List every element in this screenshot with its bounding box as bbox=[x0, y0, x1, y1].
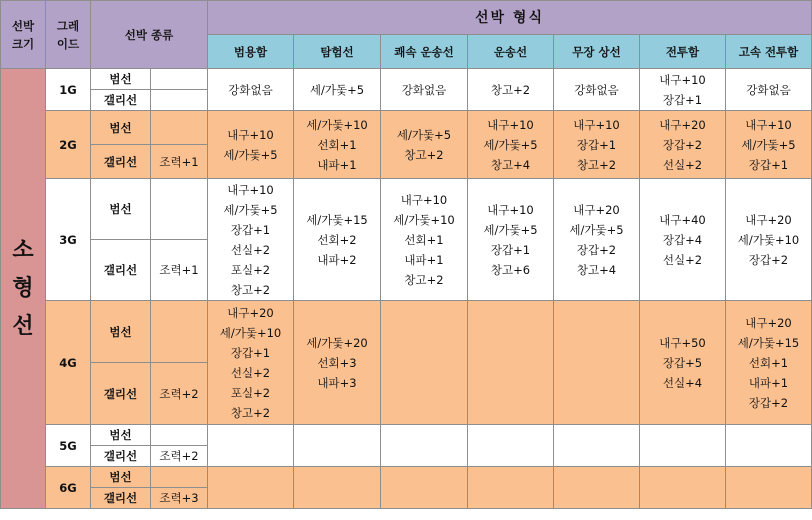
extra-cell: 조력+1 bbox=[151, 145, 208, 179]
stat-cell bbox=[726, 69, 812, 111]
stat-cell bbox=[726, 111, 812, 179]
stat-line: 내구+10 bbox=[573, 117, 620, 132]
stat-cell bbox=[726, 301, 812, 425]
form-header: 쾌속 운송선 bbox=[381, 35, 468, 69]
header-ship-kind: 선박 종류 bbox=[91, 1, 208, 69]
stat-line: 장갑+1 bbox=[662, 92, 703, 107]
stat-line: 세/가돛+15 bbox=[737, 335, 800, 350]
header-grade bbox=[46, 1, 91, 69]
stat-line: 세/가돛+15 bbox=[306, 212, 368, 227]
stat-line: 장갑+1 bbox=[748, 157, 789, 172]
stat-line: 세/가돛+10 bbox=[306, 117, 368, 132]
stat-line: 세/가돛+10 bbox=[737, 232, 800, 247]
stat-cell bbox=[294, 179, 381, 301]
stat-cell bbox=[640, 111, 726, 179]
stat-line: 선회+2 bbox=[317, 232, 357, 247]
stat-line: 장갑+2 bbox=[662, 137, 703, 152]
stat-cell bbox=[640, 179, 726, 301]
stat-cell bbox=[294, 111, 381, 179]
stat-cell bbox=[208, 467, 294, 509]
stat-line: 내구+20 bbox=[745, 212, 792, 227]
stat-cell bbox=[294, 425, 381, 467]
stat-line: 세/가돛+5 bbox=[223, 202, 278, 217]
ship-type-galley: 갤리선 bbox=[91, 90, 151, 111]
stat-line: 세/가돛+10 bbox=[219, 325, 282, 340]
stat-line: 세/가돛+5 bbox=[741, 137, 796, 152]
stat-cell bbox=[468, 301, 554, 425]
stat-line: 세/가돛+20 bbox=[306, 335, 368, 350]
stat-cell bbox=[468, 425, 554, 467]
stat-line: 장갑+1 bbox=[576, 137, 617, 152]
side-label-small-ship bbox=[1, 69, 46, 509]
stat-cell bbox=[554, 425, 640, 467]
stat-line: 장갑+2 bbox=[576, 242, 617, 257]
stat-cell bbox=[381, 301, 468, 425]
header-ship-form: 선박 형식 bbox=[208, 1, 812, 35]
stat-line: 선실+2 bbox=[230, 242, 271, 257]
extra-cell bbox=[151, 90, 208, 111]
stat-line: 내구+20 bbox=[745, 315, 792, 330]
stat-line: 강화없음 bbox=[228, 82, 273, 97]
ship-type-galley: 갤리선 bbox=[91, 488, 151, 509]
stat-line: 창고+6 bbox=[490, 262, 531, 277]
stat-cell bbox=[294, 467, 381, 509]
stat-cell bbox=[208, 301, 294, 425]
stat-line: 세/가돛+10 bbox=[393, 212, 455, 227]
stat-line: 장갑+1 bbox=[490, 242, 531, 257]
stat-line: 내구+20 bbox=[227, 305, 274, 320]
stat-line: 강화없음 bbox=[401, 82, 447, 97]
stat-cell bbox=[208, 111, 294, 179]
stat-line: 세/가돛+5 bbox=[396, 127, 452, 142]
stat-line: 선실+4 bbox=[662, 375, 703, 390]
stat-line: 선회+3 bbox=[317, 355, 357, 370]
stat-cell bbox=[208, 69, 294, 111]
stat-line: 포실+2 bbox=[230, 385, 271, 400]
stat-cell bbox=[726, 425, 812, 467]
stat-line: 장갑+2 bbox=[748, 395, 789, 410]
stat-line: 세/가돛+5 bbox=[483, 222, 538, 237]
stat-line: 내구+10 bbox=[227, 127, 274, 142]
stat-line: 내구+10 bbox=[659, 72, 706, 87]
ship-type-galley: 갤리선 bbox=[91, 240, 151, 301]
stat-cell bbox=[554, 111, 640, 179]
ship-type-galley: 갤리선 bbox=[91, 145, 151, 179]
stat-line: 선실+2 bbox=[662, 252, 703, 267]
extra-cell bbox=[151, 69, 208, 90]
grade-cell: 5G bbox=[46, 425, 91, 467]
stat-line: 선회+1 bbox=[317, 137, 357, 152]
stat-cell bbox=[554, 69, 640, 111]
stat-cell bbox=[381, 179, 468, 301]
header-ship-size bbox=[1, 1, 46, 69]
stat-line: 창고+2 bbox=[230, 282, 271, 297]
ship-type-sail: 범선 bbox=[91, 179, 151, 240]
extra-cell bbox=[151, 179, 208, 240]
ship-type-galley: 갤리선 bbox=[91, 446, 151, 467]
stat-line: 장갑+1 bbox=[230, 345, 271, 360]
stat-line: 장갑+2 bbox=[748, 252, 789, 267]
stat-cell bbox=[554, 301, 640, 425]
stat-line: 내구+10 bbox=[400, 192, 448, 207]
stat-cell bbox=[468, 179, 554, 301]
stat-cell bbox=[294, 69, 381, 111]
ship-type-sail: 범선 bbox=[91, 425, 151, 446]
stat-line: 내파+1 bbox=[317, 157, 357, 172]
stat-cell bbox=[726, 467, 812, 509]
ship-type-sail: 범선 bbox=[91, 467, 151, 488]
stat-line: 내구+20 bbox=[573, 202, 620, 217]
stat-cell bbox=[554, 179, 640, 301]
extra-cell bbox=[151, 111, 208, 145]
header-grade-text: 그레 이드 bbox=[56, 18, 80, 51]
stat-cell bbox=[468, 467, 554, 509]
form-header: 탐험선 bbox=[294, 35, 381, 69]
stat-cell bbox=[468, 111, 554, 179]
stat-line: 내구+40 bbox=[659, 212, 706, 227]
stat-line: 내구+10 bbox=[487, 202, 534, 217]
stat-line: 세/가돛+5 bbox=[569, 222, 624, 237]
stat-line: 강화없음 bbox=[746, 82, 791, 97]
grade-cell: 1G bbox=[46, 69, 91, 111]
stat-cell bbox=[640, 467, 726, 509]
stat-cell bbox=[381, 69, 468, 111]
form-header: 전투함 bbox=[640, 35, 726, 69]
stat-line: 세/가돛+5 bbox=[483, 137, 538, 152]
side-label-char: 선 bbox=[12, 313, 34, 339]
form-header: 범용함 bbox=[208, 35, 294, 69]
stat-cell bbox=[381, 467, 468, 509]
stat-line: 내구+10 bbox=[745, 117, 792, 132]
stat-line: 선회+1 bbox=[748, 355, 789, 370]
stat-line: 장갑+4 bbox=[662, 232, 703, 247]
stat-line: 내구+50 bbox=[659, 335, 706, 350]
stat-cell bbox=[208, 425, 294, 467]
extra-cell bbox=[151, 301, 208, 363]
stat-line: 장갑+1 bbox=[230, 222, 271, 237]
stat-line: 내구+10 bbox=[487, 117, 534, 132]
extra-cell: 조력+3 bbox=[151, 488, 208, 509]
stat-line: 창고+2 bbox=[490, 82, 531, 97]
stat-line: 선실+2 bbox=[230, 365, 271, 380]
form-header: 고속 전투함 bbox=[726, 35, 812, 69]
stat-line: 창고+4 bbox=[576, 262, 617, 277]
stat-cell bbox=[726, 179, 812, 301]
stat-line: 선회+1 bbox=[404, 232, 444, 247]
stat-line: 선실+2 bbox=[662, 157, 703, 172]
extra-cell: 조력+2 bbox=[151, 446, 208, 467]
stat-line: 창고+2 bbox=[576, 157, 617, 172]
stat-line: 장갑+5 bbox=[662, 355, 703, 370]
stat-cell bbox=[640, 425, 726, 467]
ship-type-sail: 범선 bbox=[91, 301, 151, 363]
stat-line: 내구+20 bbox=[659, 117, 706, 132]
grade-cell: 4G bbox=[46, 301, 91, 425]
grade-cell: 6G bbox=[46, 467, 91, 509]
stat-line: 창고+4 bbox=[490, 157, 531, 172]
stat-line: 내파+1 bbox=[748, 375, 789, 390]
form-header: 운송선 bbox=[468, 35, 554, 69]
stat-line: 포실+2 bbox=[230, 262, 271, 277]
ship-type-sail: 범선 bbox=[91, 69, 151, 90]
form-header: 무장 상선 bbox=[554, 35, 640, 69]
side-label-char: 형 bbox=[12, 275, 34, 301]
stat-cell bbox=[640, 301, 726, 425]
side-label-char: 소 bbox=[12, 237, 34, 263]
stat-line: 창고+2 bbox=[404, 147, 444, 162]
ship-type-galley: 갤리선 bbox=[91, 363, 151, 425]
extra-cell bbox=[151, 467, 208, 488]
stat-line: 세/가돛+5 bbox=[309, 82, 365, 97]
stat-cell bbox=[381, 111, 468, 179]
stat-line: 창고+2 bbox=[404, 272, 444, 287]
stat-cell bbox=[640, 69, 726, 111]
stat-line: 세/가돛+5 bbox=[223, 147, 278, 162]
stat-cell bbox=[381, 425, 468, 467]
stat-cell bbox=[294, 301, 381, 425]
grade-cell: 2G bbox=[46, 111, 91, 179]
header-ship-size-text: 선박 크기 bbox=[11, 18, 35, 51]
stat-cell bbox=[554, 467, 640, 509]
stat-line: 내구+10 bbox=[227, 182, 274, 197]
stat-line: 강화없음 bbox=[574, 82, 619, 97]
grade-cell: 3G bbox=[46, 179, 91, 301]
stat-cell bbox=[208, 179, 294, 301]
stat-line: 내파+2 bbox=[317, 252, 357, 267]
ship-type-sail: 범선 bbox=[91, 111, 151, 145]
stat-cell bbox=[468, 69, 554, 111]
stat-line: 내파+3 bbox=[317, 375, 357, 390]
stat-line: 내파+1 bbox=[404, 252, 444, 267]
extra-cell: 조력+2 bbox=[151, 363, 208, 425]
stat-line: 창고+2 bbox=[230, 405, 271, 420]
extra-cell bbox=[151, 425, 208, 446]
extra-cell: 조력+1 bbox=[151, 240, 208, 301]
